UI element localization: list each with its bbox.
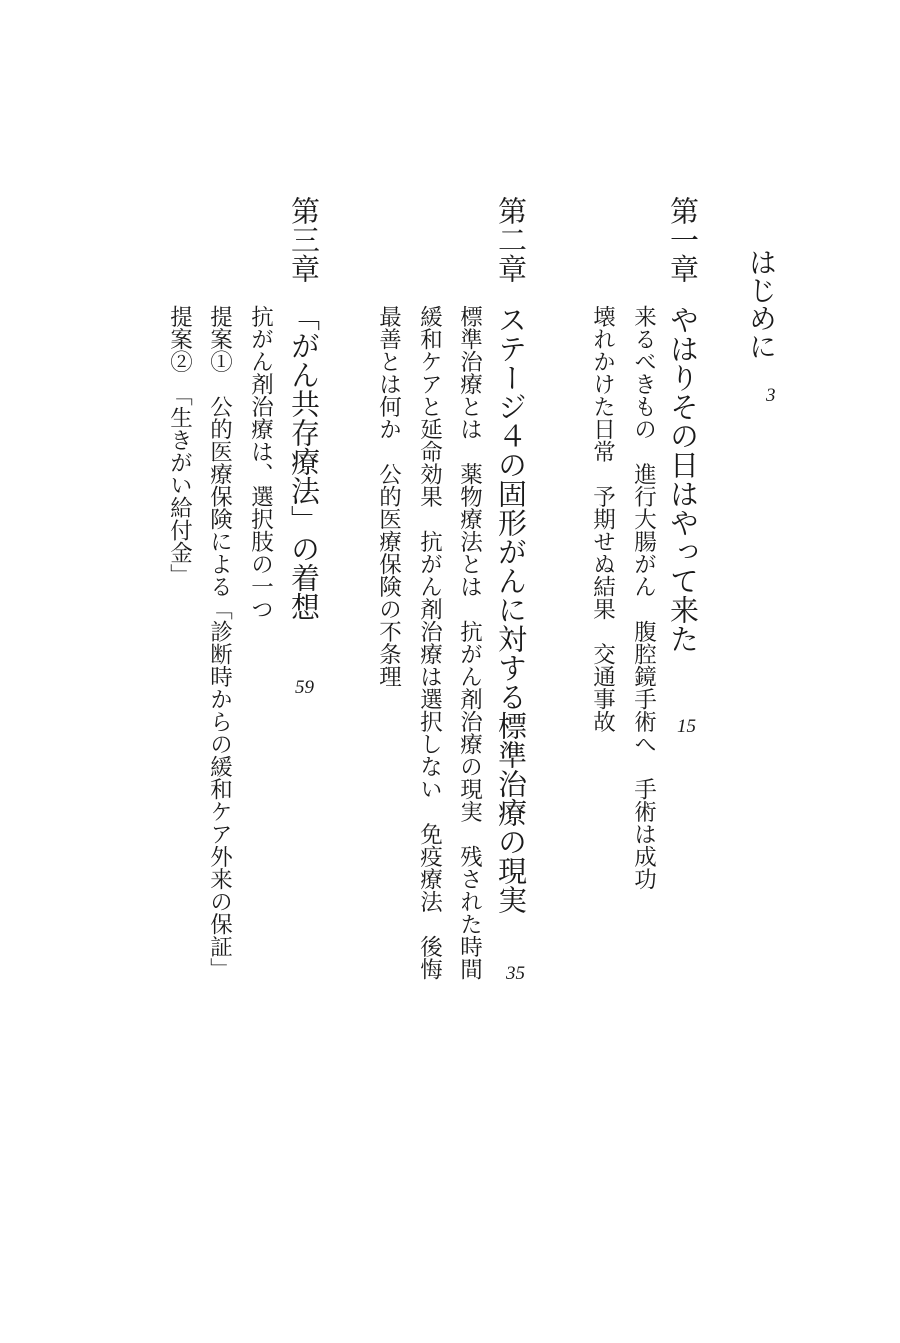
chapter3-title[interactable]: 「がん共存療法」の着想 (287, 302, 321, 621)
chapter2-page-number: 35 (506, 963, 525, 984)
chapter2-line-1: 標準治療とは 薬物療法とは 抗がん剤治療の現実 残された時間 (456, 305, 483, 980)
chapter2-line-3: 最善とは何か 公的医療保険の不条理 (375, 305, 402, 688)
chapter1-line-2: 壊れかけた日常 予期せぬ結果 交通事故 (589, 305, 616, 733)
chapter1-line-1: 来るべきもの 進行大腸がん 腹腔鏡手術へ 手術は成功 (630, 305, 657, 890)
chapter1-page-number: 15 (677, 716, 696, 737)
chapter1-label: 第一章 (666, 196, 700, 283)
chapter2-title[interactable]: ステージ４の固形がんに対する標準治療の現実 (494, 305, 528, 914)
chapter3-label: 第三章 (287, 196, 321, 283)
chapter2-line-2: 緩和ケアと延命効果 抗がん剤治療は選択しない 免疫療法 後悔 (416, 305, 443, 980)
chapter1-title[interactable]: やはりその日はやって来た (666, 305, 700, 653)
chapter2-label: 第二章 (494, 196, 528, 283)
intro-title[interactable]: はじめに (745, 248, 778, 360)
chapter3-line-3: 提案② 「生きがい給付金」 (166, 305, 193, 587)
chapter3-page-number: 59 (295, 677, 314, 698)
chapter3-line-2: 提案① 公的医療保険による「診断時からの緩和ケア外来の保証」 (206, 305, 233, 980)
chapter3-line-1: 抗がん剤治療は、選択肢の一つ (247, 305, 274, 620)
intro-page-number: 3 (766, 385, 776, 406)
